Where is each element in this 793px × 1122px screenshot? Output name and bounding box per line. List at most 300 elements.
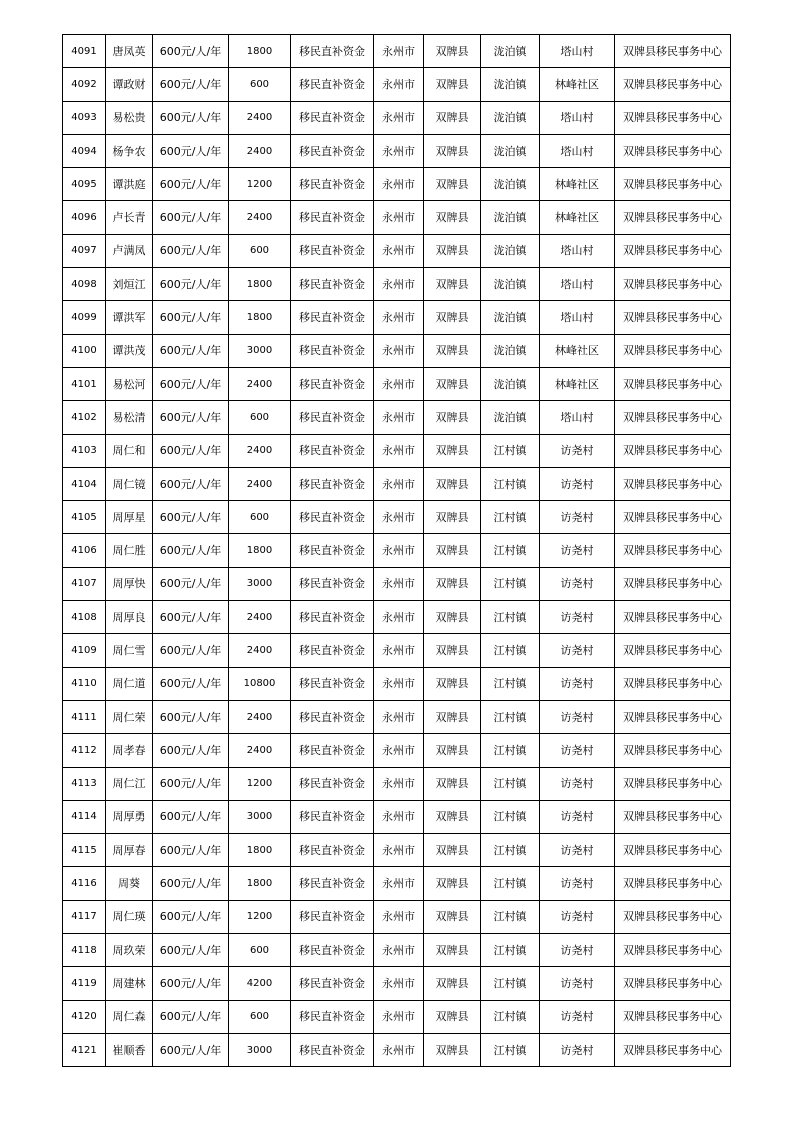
- table-row: [63, 334, 731, 367]
- table-row: [63, 934, 731, 967]
- standard-cell: 600元/人/年: [153, 234, 229, 267]
- village-cell: 林峰社区: [540, 201, 615, 234]
- name-cell: 卢满凤: [106, 234, 153, 267]
- serial-number-cell: 4102: [63, 401, 106, 434]
- standard-cell: 600元/人/年: [153, 301, 229, 334]
- name-cell: 卢长青: [106, 201, 153, 234]
- city-cell: 永州市: [374, 567, 424, 600]
- serial-number-cell: 4121: [63, 1033, 106, 1066]
- issuer-cell: 双牌县移民事务中心: [615, 1000, 731, 1033]
- serial-number-cell: 4092: [63, 68, 106, 101]
- serial-number-cell: 4108: [63, 601, 106, 634]
- table-row: [63, 567, 731, 600]
- amount-cell: 2400: [229, 601, 291, 634]
- issuer-cell: 双牌县移民事务中心: [615, 467, 731, 500]
- amount-cell: 600: [229, 1000, 291, 1033]
- county-cell: 双牌县: [424, 800, 481, 833]
- amount-cell: 1800: [229, 534, 291, 567]
- table-row: [63, 467, 731, 500]
- name-cell: 谭政财: [106, 68, 153, 101]
- city-cell: 永州市: [374, 800, 424, 833]
- issuer-cell: 双牌县移民事务中心: [615, 934, 731, 967]
- city-cell: 永州市: [374, 68, 424, 101]
- standard-cell: 600元/人/年: [153, 634, 229, 667]
- serial-number-cell: 4120: [63, 1000, 106, 1033]
- standard-cell: 600元/人/年: [153, 534, 229, 567]
- table-row: [63, 68, 731, 101]
- village-cell: 访尧村: [540, 467, 615, 500]
- standard-cell: 600元/人/年: [153, 1000, 229, 1033]
- county-cell: 双牌县: [424, 667, 481, 700]
- town-cell: 江村镇: [481, 1000, 540, 1033]
- town-cell: 泷泊镇: [481, 301, 540, 334]
- standard-cell: 600元/人/年: [153, 934, 229, 967]
- serial-number-cell: 4116: [63, 867, 106, 900]
- issuer-cell: 双牌县移民事务中心: [615, 967, 731, 1000]
- fund-type-cell: 移民直补资金: [291, 234, 374, 267]
- issuer-cell: 双牌县移民事务中心: [615, 434, 731, 467]
- table-row: [63, 401, 731, 434]
- name-cell: 周厚春: [106, 834, 153, 867]
- county-cell: 双牌县: [424, 1000, 481, 1033]
- amount-cell: 1800: [229, 867, 291, 900]
- issuer-cell: 双牌县移民事务中心: [615, 268, 731, 301]
- town-cell: 江村镇: [481, 634, 540, 667]
- issuer-cell: 双牌县移民事务中心: [615, 700, 731, 733]
- serial-number-cell: 4119: [63, 967, 106, 1000]
- county-cell: 双牌县: [424, 601, 481, 634]
- county-cell: 双牌县: [424, 734, 481, 767]
- village-cell: 访尧村: [540, 700, 615, 733]
- town-cell: 江村镇: [481, 467, 540, 500]
- city-cell: 永州市: [374, 401, 424, 434]
- county-cell: 双牌县: [424, 700, 481, 733]
- fund-type-cell: 移民直补资金: [291, 634, 374, 667]
- county-cell: 双牌县: [424, 168, 481, 201]
- village-cell: 塔山村: [540, 134, 615, 167]
- issuer-cell: 双牌县移民事务中心: [615, 800, 731, 833]
- issuer-cell: 双牌县移民事务中心: [615, 834, 731, 867]
- table-row: [63, 134, 731, 167]
- county-cell: 双牌县: [424, 967, 481, 1000]
- issuer-cell: 双牌县移民事务中心: [615, 867, 731, 900]
- county-cell: 双牌县: [424, 501, 481, 534]
- name-cell: 周仁瑛: [106, 900, 153, 933]
- issuer-cell: 双牌县移民事务中心: [615, 734, 731, 767]
- city-cell: 永州市: [374, 334, 424, 367]
- standard-cell: 600元/人/年: [153, 900, 229, 933]
- amount-cell: 2400: [229, 467, 291, 500]
- town-cell: 泷泊镇: [481, 168, 540, 201]
- county-cell: 双牌县: [424, 934, 481, 967]
- city-cell: 永州市: [374, 934, 424, 967]
- serial-number-cell: 4112: [63, 734, 106, 767]
- village-cell: 访尧村: [540, 734, 615, 767]
- name-cell: 周仁道: [106, 667, 153, 700]
- standard-cell: 600元/人/年: [153, 501, 229, 534]
- fund-type-cell: 移民直补资金: [291, 534, 374, 567]
- village-cell: 访尧村: [540, 867, 615, 900]
- fund-type-cell: 移民直补资金: [291, 68, 374, 101]
- town-cell: 江村镇: [481, 534, 540, 567]
- fund-type-cell: 移民直补资金: [291, 834, 374, 867]
- table-row: [63, 534, 731, 567]
- name-cell: 周仁荣: [106, 700, 153, 733]
- city-cell: 永州市: [374, 601, 424, 634]
- standard-cell: 600元/人/年: [153, 601, 229, 634]
- standard-cell: 600元/人/年: [153, 434, 229, 467]
- village-cell: 访尧村: [540, 967, 615, 1000]
- table-row: [63, 501, 731, 534]
- village-cell: 访尧村: [540, 800, 615, 833]
- town-cell: 江村镇: [481, 1033, 540, 1066]
- issuer-cell: 双牌县移民事务中心: [615, 601, 731, 634]
- city-cell: 永州市: [374, 667, 424, 700]
- issuer-cell: 双牌县移民事务中心: [615, 301, 731, 334]
- issuer-cell: 双牌县移民事务中心: [615, 767, 731, 800]
- table-row: [63, 667, 731, 700]
- county-cell: 双牌县: [424, 68, 481, 101]
- issuer-cell: 双牌县移民事务中心: [615, 101, 731, 134]
- issuer-cell: 双牌县移民事务中心: [615, 35, 731, 68]
- county-cell: 双牌县: [424, 268, 481, 301]
- name-cell: 周厚勇: [106, 800, 153, 833]
- name-cell: 周仁江: [106, 767, 153, 800]
- serial-number-cell: 4099: [63, 301, 106, 334]
- name-cell: 周仁雪: [106, 634, 153, 667]
- city-cell: 永州市: [374, 434, 424, 467]
- village-cell: 访尧村: [540, 434, 615, 467]
- fund-type-cell: 移民直补资金: [291, 1000, 374, 1033]
- serial-number-cell: 4109: [63, 634, 106, 667]
- county-cell: 双牌县: [424, 134, 481, 167]
- city-cell: 永州市: [374, 101, 424, 134]
- standard-cell: 600元/人/年: [153, 667, 229, 700]
- standard-cell: 600元/人/年: [153, 1033, 229, 1066]
- amount-cell: 600: [229, 401, 291, 434]
- fund-type-cell: 移民直补资金: [291, 1033, 374, 1066]
- table-row: [63, 434, 731, 467]
- town-cell: 江村镇: [481, 601, 540, 634]
- city-cell: 永州市: [374, 534, 424, 567]
- amount-cell: 10800: [229, 667, 291, 700]
- town-cell: 江村镇: [481, 700, 540, 733]
- village-cell: 访尧村: [540, 634, 615, 667]
- table-row: [63, 367, 731, 400]
- name-cell: 周仁镜: [106, 467, 153, 500]
- name-cell: 周孝春: [106, 734, 153, 767]
- county-cell: 双牌县: [424, 1033, 481, 1066]
- table-row: [63, 601, 731, 634]
- name-cell: 周仁森: [106, 1000, 153, 1033]
- fund-type-cell: 移民直补资金: [291, 168, 374, 201]
- town-cell: 江村镇: [481, 567, 540, 600]
- amount-cell: 600: [229, 501, 291, 534]
- village-cell: 访尧村: [540, 534, 615, 567]
- town-cell: 泷泊镇: [481, 401, 540, 434]
- town-cell: 江村镇: [481, 767, 540, 800]
- city-cell: 永州市: [374, 634, 424, 667]
- town-cell: 泷泊镇: [481, 268, 540, 301]
- fund-type-cell: 移民直补资金: [291, 867, 374, 900]
- fund-type-cell: 移民直补资金: [291, 567, 374, 600]
- amount-cell: 4200: [229, 967, 291, 1000]
- village-cell: 塔山村: [540, 101, 615, 134]
- amount-cell: 2400: [229, 434, 291, 467]
- town-cell: 江村镇: [481, 934, 540, 967]
- issuer-cell: 双牌县移民事务中心: [615, 201, 731, 234]
- table-row: [63, 268, 731, 301]
- standard-cell: 600元/人/年: [153, 367, 229, 400]
- fund-type-cell: 移民直补资金: [291, 900, 374, 933]
- issuer-cell: 双牌县移民事务中心: [615, 534, 731, 567]
- amount-cell: 1800: [229, 35, 291, 68]
- county-cell: 双牌县: [424, 634, 481, 667]
- name-cell: 杨争农: [106, 134, 153, 167]
- issuer-cell: 双牌县移民事务中心: [615, 1033, 731, 1066]
- table-row: [63, 35, 731, 68]
- fund-type-cell: 移民直补资金: [291, 734, 374, 767]
- amount-cell: 1800: [229, 268, 291, 301]
- fund-type-cell: 移民直补资金: [291, 434, 374, 467]
- amount-cell: 1800: [229, 834, 291, 867]
- issuer-cell: 双牌县移民事务中心: [615, 567, 731, 600]
- fund-type-cell: 移民直补资金: [291, 101, 374, 134]
- name-cell: 周建林: [106, 967, 153, 1000]
- amount-cell: 1200: [229, 168, 291, 201]
- county-cell: 双牌县: [424, 567, 481, 600]
- name-cell: 谭洪茂: [106, 334, 153, 367]
- table-row: [63, 201, 731, 234]
- amount-cell: 600: [229, 68, 291, 101]
- subsidy-roster-table: [62, 34, 731, 1067]
- amount-cell: 600: [229, 934, 291, 967]
- serial-number-cell: 4098: [63, 268, 106, 301]
- village-cell: 访尧村: [540, 1000, 615, 1033]
- serial-number-cell: 4093: [63, 101, 106, 134]
- name-cell: 崔顺香: [106, 1033, 153, 1066]
- village-cell: 塔山村: [540, 268, 615, 301]
- standard-cell: 600元/人/年: [153, 68, 229, 101]
- county-cell: 双牌县: [424, 234, 481, 267]
- county-cell: 双牌县: [424, 767, 481, 800]
- city-cell: 永州市: [374, 467, 424, 500]
- name-cell: 易松河: [106, 367, 153, 400]
- village-cell: 访尧村: [540, 601, 615, 634]
- city-cell: 永州市: [374, 834, 424, 867]
- serial-number-cell: 4094: [63, 134, 106, 167]
- table-row: [63, 900, 731, 933]
- town-cell: 泷泊镇: [481, 68, 540, 101]
- village-cell: 访尧村: [540, 567, 615, 600]
- fund-type-cell: 移民直补资金: [291, 800, 374, 833]
- name-cell: 周仁和: [106, 434, 153, 467]
- amount-cell: 2400: [229, 101, 291, 134]
- county-cell: 双牌县: [424, 101, 481, 134]
- city-cell: 永州市: [374, 1033, 424, 1066]
- village-cell: 访尧村: [540, 1033, 615, 1066]
- town-cell: 江村镇: [481, 434, 540, 467]
- village-cell: 塔山村: [540, 401, 615, 434]
- amount-cell: 2400: [229, 634, 291, 667]
- issuer-cell: 双牌县移民事务中心: [615, 134, 731, 167]
- fund-type-cell: 移民直补资金: [291, 501, 374, 534]
- fund-type-cell: 移民直补资金: [291, 467, 374, 500]
- name-cell: 周厚良: [106, 601, 153, 634]
- city-cell: 永州市: [374, 168, 424, 201]
- table-row: [63, 967, 731, 1000]
- table-row: [63, 834, 731, 867]
- standard-cell: 600元/人/年: [153, 700, 229, 733]
- village-cell: 林峰社区: [540, 367, 615, 400]
- table-row: [63, 234, 731, 267]
- issuer-cell: 双牌县移民事务中心: [615, 401, 731, 434]
- subsidy-roster-page: [62, 34, 730, 1067]
- fund-type-cell: 移民直补资金: [291, 367, 374, 400]
- serial-number-cell: 4103: [63, 434, 106, 467]
- serial-number-cell: 4117: [63, 900, 106, 933]
- serial-number-cell: 4106: [63, 534, 106, 567]
- issuer-cell: 双牌县移民事务中心: [615, 168, 731, 201]
- town-cell: 江村镇: [481, 501, 540, 534]
- amount-cell: 1200: [229, 900, 291, 933]
- fund-type-cell: 移民直补资金: [291, 934, 374, 967]
- standard-cell: 600元/人/年: [153, 767, 229, 800]
- county-cell: 双牌县: [424, 467, 481, 500]
- county-cell: 双牌县: [424, 834, 481, 867]
- standard-cell: 600元/人/年: [153, 334, 229, 367]
- county-cell: 双牌县: [424, 35, 481, 68]
- fund-type-cell: 移民直补资金: [291, 301, 374, 334]
- county-cell: 双牌县: [424, 201, 481, 234]
- village-cell: 林峰社区: [540, 68, 615, 101]
- village-cell: 访尧村: [540, 667, 615, 700]
- county-cell: 双牌县: [424, 301, 481, 334]
- serial-number-cell: 4115: [63, 834, 106, 867]
- table-row: [63, 634, 731, 667]
- city-cell: 永州市: [374, 201, 424, 234]
- name-cell: 谭洪庭: [106, 168, 153, 201]
- fund-type-cell: 移民直补资金: [291, 601, 374, 634]
- town-cell: 江村镇: [481, 867, 540, 900]
- county-cell: 双牌县: [424, 334, 481, 367]
- standard-cell: 600元/人/年: [153, 867, 229, 900]
- village-cell: 林峰社区: [540, 334, 615, 367]
- city-cell: 永州市: [374, 734, 424, 767]
- city-cell: 永州市: [374, 900, 424, 933]
- village-cell: 访尧村: [540, 900, 615, 933]
- county-cell: 双牌县: [424, 900, 481, 933]
- serial-number-cell: 4104: [63, 467, 106, 500]
- roster-body: [63, 35, 731, 1067]
- city-cell: 永州市: [374, 1000, 424, 1033]
- issuer-cell: 双牌县移民事务中心: [615, 501, 731, 534]
- town-cell: 泷泊镇: [481, 367, 540, 400]
- city-cell: 永州市: [374, 700, 424, 733]
- town-cell: 江村镇: [481, 667, 540, 700]
- standard-cell: 600元/人/年: [153, 168, 229, 201]
- town-cell: 江村镇: [481, 834, 540, 867]
- name-cell: 易松贵: [106, 101, 153, 134]
- table-row: [63, 734, 731, 767]
- town-cell: 泷泊镇: [481, 35, 540, 68]
- city-cell: 永州市: [374, 35, 424, 68]
- village-cell: 访尧村: [540, 934, 615, 967]
- serial-number-cell: 4107: [63, 567, 106, 600]
- standard-cell: 600元/人/年: [153, 268, 229, 301]
- standard-cell: 600元/人/年: [153, 35, 229, 68]
- city-cell: 永州市: [374, 367, 424, 400]
- fund-type-cell: 移民直补资金: [291, 767, 374, 800]
- issuer-cell: 双牌县移民事务中心: [615, 234, 731, 267]
- fund-type-cell: 移民直补资金: [291, 268, 374, 301]
- standard-cell: 600元/人/年: [153, 967, 229, 1000]
- serial-number-cell: 4111: [63, 700, 106, 733]
- standard-cell: 600元/人/年: [153, 134, 229, 167]
- amount-cell: 3000: [229, 800, 291, 833]
- county-cell: 双牌县: [424, 367, 481, 400]
- standard-cell: 600元/人/年: [153, 401, 229, 434]
- table-row: [63, 101, 731, 134]
- town-cell: 江村镇: [481, 967, 540, 1000]
- name-cell: 唐凤英: [106, 35, 153, 68]
- issuer-cell: 双牌县移民事务中心: [615, 334, 731, 367]
- table-row: [63, 168, 731, 201]
- village-cell: 塔山村: [540, 234, 615, 267]
- town-cell: 江村镇: [481, 900, 540, 933]
- table-row: [63, 767, 731, 800]
- serial-number-cell: 4095: [63, 168, 106, 201]
- standard-cell: 600元/人/年: [153, 567, 229, 600]
- amount-cell: 3000: [229, 567, 291, 600]
- table-row: [63, 800, 731, 833]
- issuer-cell: 双牌县移民事务中心: [615, 68, 731, 101]
- amount-cell: 2400: [229, 201, 291, 234]
- city-cell: 永州市: [374, 501, 424, 534]
- fund-type-cell: 移民直补资金: [291, 967, 374, 1000]
- city-cell: 永州市: [374, 967, 424, 1000]
- city-cell: 永州市: [374, 234, 424, 267]
- amount-cell: 3000: [229, 1033, 291, 1066]
- table-row: [63, 1033, 731, 1066]
- fund-type-cell: 移民直补资金: [291, 134, 374, 167]
- city-cell: 永州市: [374, 268, 424, 301]
- town-cell: 泷泊镇: [481, 201, 540, 234]
- issuer-cell: 双牌县移民事务中心: [615, 900, 731, 933]
- serial-number-cell: 4114: [63, 800, 106, 833]
- county-cell: 双牌县: [424, 401, 481, 434]
- fund-type-cell: 移民直补资金: [291, 700, 374, 733]
- serial-number-cell: 4105: [63, 501, 106, 534]
- serial-number-cell: 4113: [63, 767, 106, 800]
- name-cell: 谭洪军: [106, 301, 153, 334]
- name-cell: 周厚星: [106, 501, 153, 534]
- county-cell: 双牌县: [424, 534, 481, 567]
- standard-cell: 600元/人/年: [153, 101, 229, 134]
- name-cell: 刘烜江: [106, 268, 153, 301]
- county-cell: 双牌县: [424, 867, 481, 900]
- city-cell: 永州市: [374, 767, 424, 800]
- amount-cell: 600: [229, 234, 291, 267]
- town-cell: 泷泊镇: [481, 334, 540, 367]
- issuer-cell: 双牌县移民事务中心: [615, 634, 731, 667]
- serial-number-cell: 4118: [63, 934, 106, 967]
- table-row: [63, 700, 731, 733]
- town-cell: 泷泊镇: [481, 234, 540, 267]
- county-cell: 双牌县: [424, 434, 481, 467]
- town-cell: 江村镇: [481, 734, 540, 767]
- village-cell: 访尧村: [540, 501, 615, 534]
